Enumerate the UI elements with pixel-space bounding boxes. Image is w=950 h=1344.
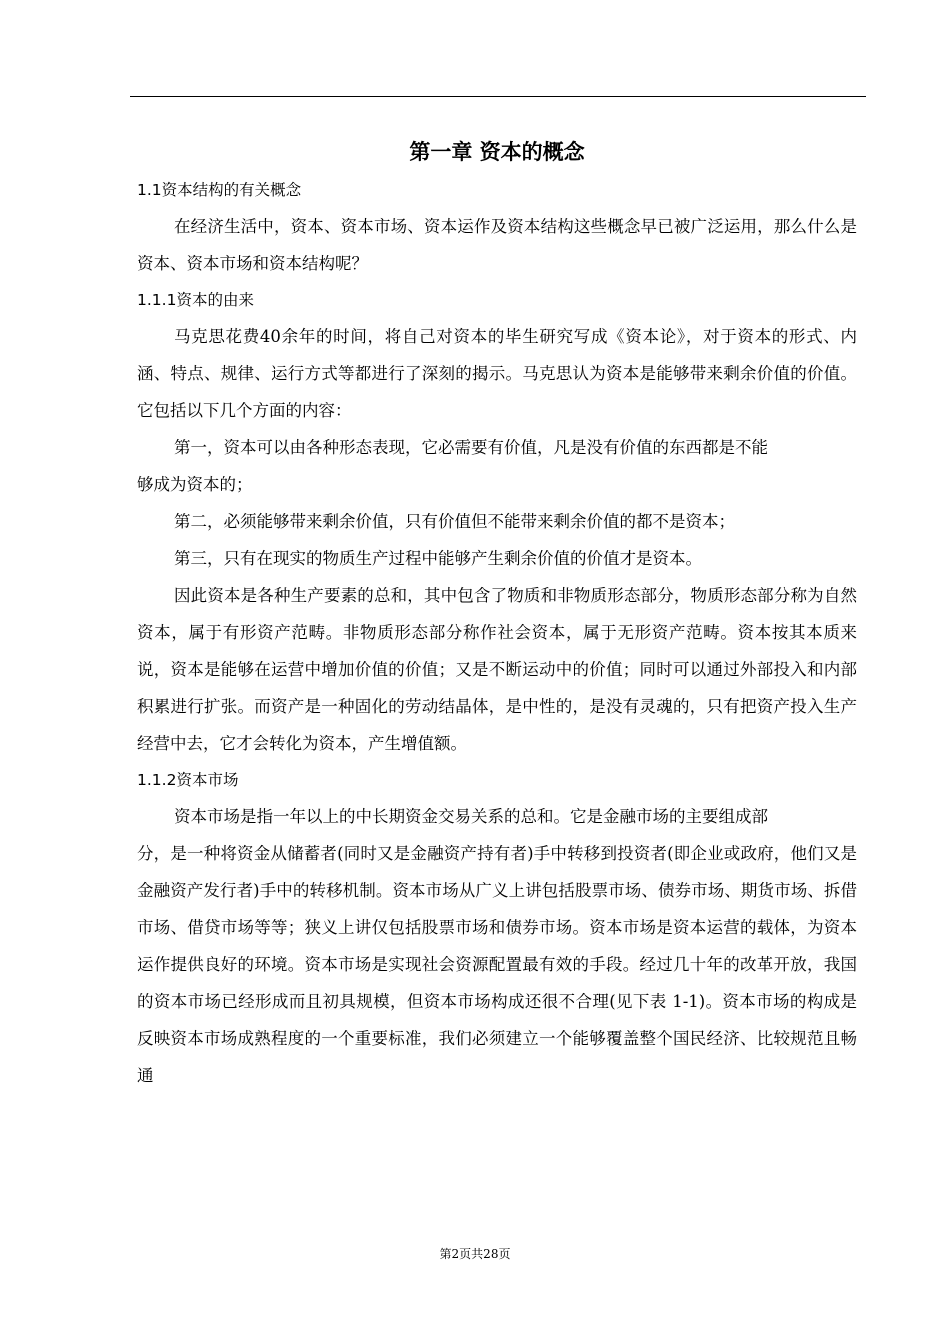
paragraph-first-a: 第一，资本可以由各种形态表现，它必需要有价值，凡是没有价值的东西都是不能: [174, 438, 768, 457]
paragraph-market-a: 资本市场是指一年以上的中长期资金交易关系的总和。它是金融市场的主要组成部: [174, 807, 768, 826]
header-rule: [130, 96, 866, 97]
section-heading-1-1-2: 1.1.2资本市场: [137, 771, 239, 789]
paragraph-intro: 在经济生活中，资本、资本市场、资本运作及资本结构这些概念早已被广泛运用，那么什么是资本、资本市场和资本结构呢？: [137, 217, 857, 273]
paragraph-marx: 马克思花费40余年的时间，将自己对资本的毕生研究写成《资本论》，对于资本的形式、内涵、特点、规律、运行方式等都进行了深刻的揭示。马克思认为资本是能够带来剩余价值的价值。它包括以下几个方面的内容：: [137, 327, 857, 420]
paragraph-first-b: 够成为资本的；: [137, 475, 253, 494]
page-content: [137, 132, 857, 1094]
paragraph-third: 第三，只有在现实的物质生产过程中能够产生剩余价值的价值才是资本。: [174, 549, 702, 568]
paragraph-market-b: 分，是一种将资金从储蓄者(同时又是金融资产持有者)手中转移到投资者(即企业或政府，他们又是金融资产发行者)手中的转移机制。资本市场从广义上讲包括股票市场、债券市场、期货市场、拆借市场、借贷市场等等；狭义上讲仅包括股票市场和债券市场。资本市场是资本运营的载体，为资本运作提供良好的环境。资本市场是实现社会资源配置最有效的手段。经过几十年的改革开放，我国的资本市场已经形成而且初具规模，但资本市场构成还很不合理(见下表 1-1)。资本市场的构成是反映资本市场成熟程度的一个重要标准，我们必须建立一个能够覆盖整个国民经济、比较规范且畅通: [137, 844, 857, 1085]
paragraph-therefore: 因此资本是各种生产要素的总和，其中包含了物质和非物质形态部分，物质形态部分称为自然资本，属于有形资产范畴。非物质形态部分称作社会资本，属于无形资产范畴。资本按其本质来说，资本是能够在运营中增加价值的价值；又是不断运动中的价值；同时可以通过外部投入和内部积累进行扩张。而资产是一种固化的劳动结晶体，是中性的，是没有灵魂的，只有把资产投入生产经营中去，它才会转化为资本，产生增值额。: [137, 586, 857, 753]
page-footer: 第2页共28页: [439, 1247, 511, 1261]
paragraph-second: 第二，必须能够带来剩余价值，只有价值但不能带来剩余价值的都不是资本；: [174, 512, 735, 531]
chapter-title: 第一章 资本的概念: [409, 140, 585, 164]
section-heading-1-1: 1.1资本结构的有关概念: [137, 181, 302, 199]
section-heading-1-1-1: 1.1.1资本的由来: [137, 291, 254, 309]
